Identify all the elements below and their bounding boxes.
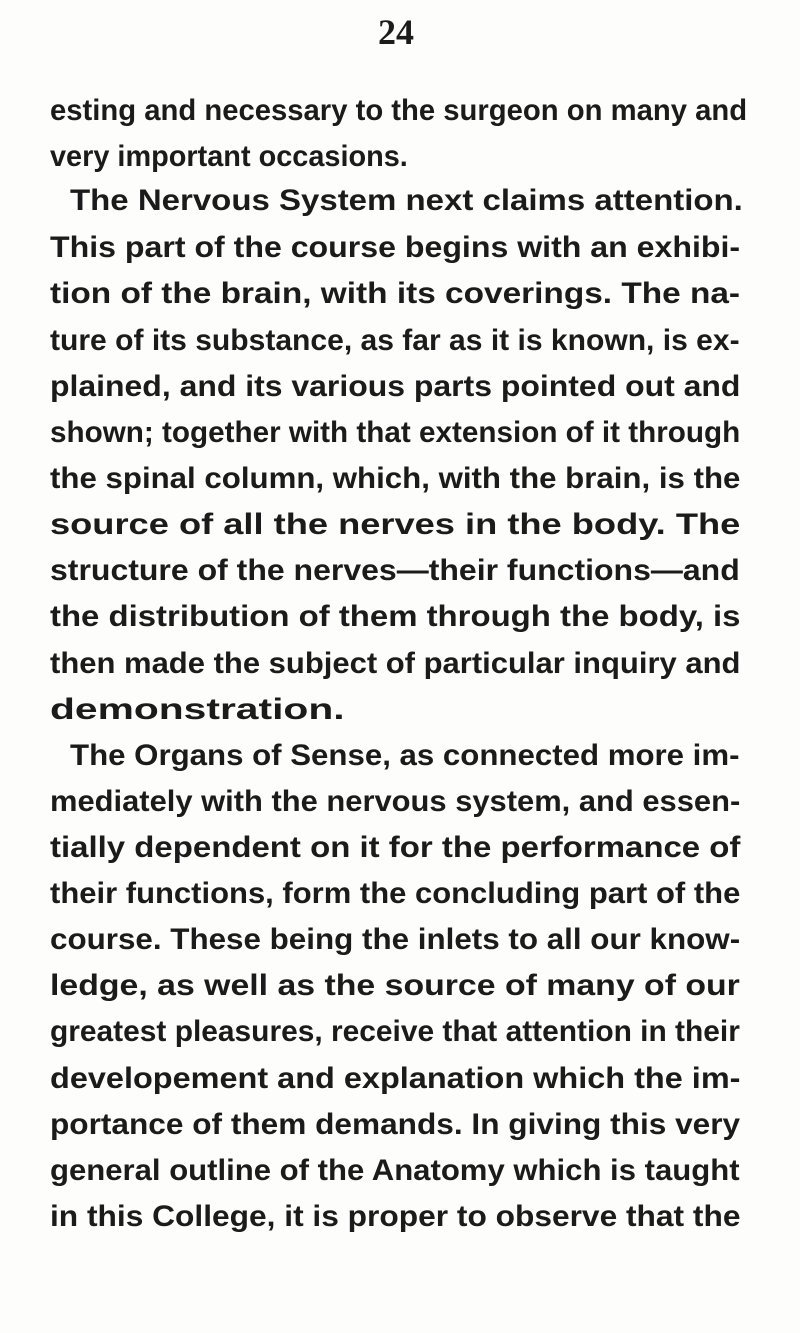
text-line: tially dependent on it for the performance of xyxy=(50,831,741,864)
text-line: greatest pleasures, receive that attention in their xyxy=(50,1015,740,1048)
text-line: portance of them demands. In giving this very xyxy=(50,1108,741,1141)
text-line: very important occasions. xyxy=(50,140,408,173)
text-line: course. These being the inlets to all our know- xyxy=(50,923,741,956)
text-line: The Organs of Sense, as connected more im- xyxy=(70,739,740,772)
text-line: tion of the brain, with its coverings. The na- xyxy=(50,277,741,310)
text-line: The Nervous System next claims attention. xyxy=(70,184,743,217)
text-line: developement and explanation which the im- xyxy=(50,1062,741,1095)
text-line: shown; together with that extension of it through xyxy=(50,416,741,449)
text-line: the spinal column, which, with the brain, is the xyxy=(50,462,741,495)
text-line: their functions, form the concluding part of the xyxy=(50,877,741,910)
text-line: This part of the course begins with an exhibi- xyxy=(50,231,741,264)
text-line: esting and necessary to the surgeon on many and xyxy=(50,94,748,127)
text-line: the distribution of them through the body, is xyxy=(50,600,741,633)
text-line: ledge, as well as the source of many of our xyxy=(50,969,740,1002)
page-number: 24 xyxy=(378,12,414,52)
text-line: source of all the nerves in the body. The xyxy=(50,508,741,541)
text-line: mediately with the nervous system, and essen- xyxy=(50,785,741,818)
text-line: plained, and its various parts pointed out and xyxy=(50,370,741,403)
text-line: demonstration. xyxy=(50,693,345,726)
text-line: general outline of the Anatomy which is taught xyxy=(50,1154,740,1187)
text-line: ture of its substance, as far as it is known, is ex- xyxy=(50,324,740,357)
text-line: structure of the nerves—their functions—and xyxy=(50,554,740,587)
text-line: then made the subject of particular inquiry and xyxy=(50,647,741,680)
text-line: in this College, it is proper to observe that the xyxy=(50,1200,741,1233)
